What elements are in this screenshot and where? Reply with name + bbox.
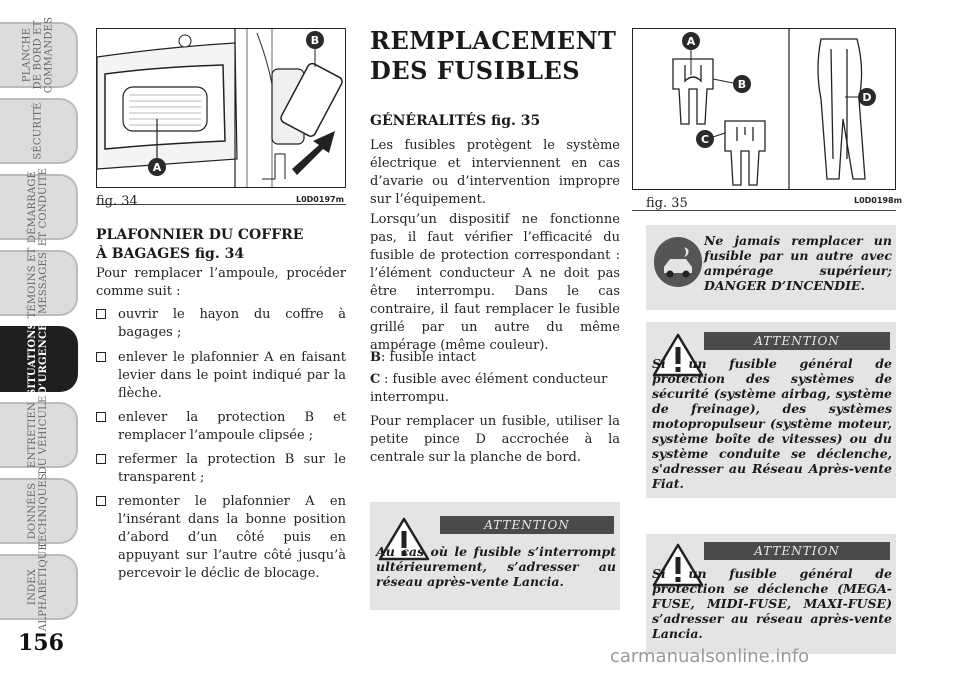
fire-danger-text: Ne jamais remplacer un fusible par un autre avec ampérage supérieur; DANGER D’INCENDIE. xyxy=(704,233,892,293)
list-item: refermer la protection B sur le transparent ; xyxy=(96,451,346,487)
intro-text: Pour remplacer l’ampoule, procéder comme suit : xyxy=(96,266,346,299)
fuses-drawing xyxy=(633,29,896,190)
tab-planche-de-bord[interactable]: PLANCHE DE BORD ET COMMANDES xyxy=(0,22,78,88)
tab-situations-urgence[interactable]: SITUATIONS D’URGENCE xyxy=(0,326,78,392)
attention-box-general-fuse xyxy=(646,322,896,498)
figure-35-caption: fig. 35 xyxy=(646,196,688,211)
page-title: REMPLACEMENT DES FUSIBLES xyxy=(370,26,617,85)
label-a: A xyxy=(152,161,162,174)
label-c: C xyxy=(700,133,710,146)
heading-plafonnier: PLAFONNIER DU COFFRE À BAGAGES fig. 34 xyxy=(96,227,304,262)
attention-label: ATTENTION xyxy=(704,332,890,350)
paragraph-2: Lorsqu’un dispositif ne fonctionne pas, il faut vérifier l’efficacité du fusible de protection correspondant : l’élément conducteur A ne doit pas être interrompu. Dans le cas contraire, il faut remplacer le fusible grillé par un autre du même ampérage (même couleur). xyxy=(370,212,620,353)
attention-text-mega-fuse: Si un fusible général de protection se déclenche (MEGA-FUSE, MIDI-FUSE, MAXI-FUSE) s’adresser au réseau après-vente Lancia. xyxy=(652,566,892,641)
label-b: B xyxy=(310,34,320,47)
attention-label: ATTENTION xyxy=(704,542,890,560)
tab-donnees[interactable]: DONNÉES TECHNIQUES xyxy=(0,478,78,544)
fire-danger-box xyxy=(646,225,896,310)
definition-c: C : fusible avec élément conducteur interrompu. xyxy=(370,372,608,405)
ceiling-lamp-drawing xyxy=(97,29,346,188)
attention-box-col2 xyxy=(370,502,620,610)
tab-entretien[interactable]: ENTRETIEN DU VÉHICULE xyxy=(0,402,78,468)
list-item: remonter le plafonnier A en l’insérant dans la bonne position d’abord d’un côté puis en appuyant sur l’autre côté jusqu’à percevoir le déclic de blocage. xyxy=(96,493,346,583)
label-b: B xyxy=(737,78,747,91)
attention-label: ATTENTION xyxy=(440,516,614,534)
list-item: enlever la protection B et remplacer l’ampoule clipsée ; xyxy=(96,409,346,445)
figure-34-illustration xyxy=(96,28,346,188)
paragraph-3: Pour remplacer un fusible, utiliser la petite pince D accrochée à la centrale sur la planche de bord. xyxy=(370,414,620,465)
checkbox-mark-icon xyxy=(96,352,106,362)
car-fire-icon xyxy=(654,237,702,287)
attention-text-general-fuse: Si un fusible général de protection des systèmes de sécurité (système airbag, système de freinage), des systèmes motopropulseur (système moteur, système boîte de vitesses) ou du système conduite se déclenche, s'adresser au Réseau Après-vente Fiat. xyxy=(652,356,892,491)
definition-b: B: fusible intact xyxy=(370,350,476,365)
figure-34-caption: fig. 34 xyxy=(96,194,138,209)
tab-securite[interactable]: SÉCURITÉ xyxy=(0,98,78,164)
checkbox-mark-icon xyxy=(96,309,106,319)
list-item: enlever le plafonnier A en faisant levier dans le point indiqué par la flèche. xyxy=(96,349,346,403)
page-number: 156 xyxy=(18,630,64,656)
watermark: carmanualsonline.info xyxy=(610,646,810,667)
figure-34-code: L0D0197m xyxy=(296,195,344,204)
tab-demarrage[interactable]: DÉMARRAGE ET CONDUITE xyxy=(0,174,78,240)
attention-text-col2-body: Au cas où le fusible s’interrompt ultérieurement, s’adresser au réseau après-vente Lancia. xyxy=(376,544,616,589)
checkbox-mark-icon xyxy=(96,454,106,464)
subheading-generalites: GÉNÉRALITÉS fig. 35 xyxy=(370,113,541,129)
label-a: A xyxy=(686,35,696,48)
checkbox-mark-icon xyxy=(96,496,106,506)
list-item: ouvrir le hayon du coffre à bagages ; xyxy=(96,306,346,342)
label-d: D xyxy=(862,91,872,104)
attention-box-mega-fuse xyxy=(646,534,896,654)
figure-35-illustration xyxy=(632,28,896,190)
figure-35-code: L0D0198m xyxy=(854,196,902,205)
checkbox-mark-icon xyxy=(96,412,106,422)
tab-temoins[interactable]: TÉMOINS ET MESSAGES xyxy=(0,250,78,316)
tab-index[interactable]: INDEX ALPHABÉTIQUE xyxy=(0,554,78,620)
paragraph-1: Les fusibles protègent le système électrique et interviennent en cas d’avarie ou d’intervention impropre sur l’équipement. xyxy=(370,138,620,207)
